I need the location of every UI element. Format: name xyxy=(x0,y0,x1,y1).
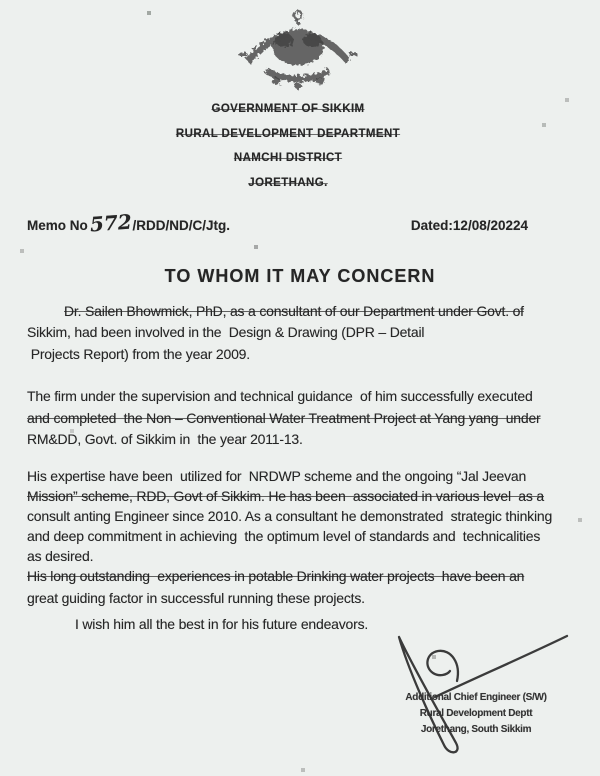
letterhead-department: RURAL DEVELOPMENT DEPARTMENT xyxy=(175,127,401,140)
body-line: great guiding factor in successful running these projects. xyxy=(27,589,365,606)
memo-label: Memo No xyxy=(27,218,88,233)
letter-body xyxy=(27,301,577,636)
body-line: Sikkim, had been involved in the Design & Drawing (DPR – Detail xyxy=(27,324,425,341)
body-line: Projects Report) from the year 2009. xyxy=(27,345,250,362)
paper-speckles xyxy=(0,0,2,2)
letterhead xyxy=(0,97,588,196)
memo-number-handwritten: 572 xyxy=(88,209,133,237)
memo-suffix: /RDD/ND/C/Jtg. xyxy=(132,218,230,233)
letterhead-place: JORETHANG. xyxy=(248,177,328,190)
government-emblem-icon xyxy=(238,6,358,92)
paragraph-1 xyxy=(27,301,577,365)
signatory-designation: Additional Chief Engineer (S/W) xyxy=(405,692,547,703)
body-line: and completed the Non – Conventional Water Treatment Project at Yang yang under xyxy=(27,409,541,426)
body-line: I wish him all the best in for his future endeavors. xyxy=(75,616,369,633)
signatory-department: Rural Development Deptt xyxy=(419,708,533,719)
paragraph-4 xyxy=(27,566,577,609)
memo-date: Dated:12/08/20224 xyxy=(410,218,528,233)
letter-title: TO WHOM IT MAY CONCERN xyxy=(164,266,436,286)
body-line: Mission” scheme, RDD, Govt of Sikkim. He has been associated in various level as a xyxy=(27,488,544,505)
body-line: and deep commitment in achieving the optimum level of standards and technicalities xyxy=(27,527,541,544)
body-line: RM&DD, Govt. of Sikkim in the year 2011-13. xyxy=(27,431,303,448)
letterhead-district: NAMCHI DISTRICT xyxy=(233,152,343,165)
body-line: His expertise have been utilized for NRDWP scheme and the ongoing “Jal Jeevan xyxy=(27,468,527,485)
memo-number xyxy=(27,209,230,237)
memo-row xyxy=(27,209,528,237)
body-line: His long outstanding experiences in potable Drinking water projects have been an xyxy=(27,568,525,585)
paragraph-3 xyxy=(27,467,577,566)
paragraph-2 xyxy=(27,386,577,450)
body-line: as desired. xyxy=(27,547,94,564)
body-line: Dr. Sailen Bhowmick, PhD, as a consultant of our Department under Govt. of xyxy=(64,303,524,319)
signatory-block xyxy=(405,690,546,738)
signatory-location: Jorethang, South Sikkim xyxy=(420,724,532,735)
letterhead-government: GOVERNMENT OF SIKKIM xyxy=(211,103,365,115)
body-line: The firm under the supervision and technical guidance of him successfully executed xyxy=(27,388,533,405)
body-line: consult anting Engineer since 2010. As a consultant he demonstrated strategic thinking xyxy=(27,508,553,525)
